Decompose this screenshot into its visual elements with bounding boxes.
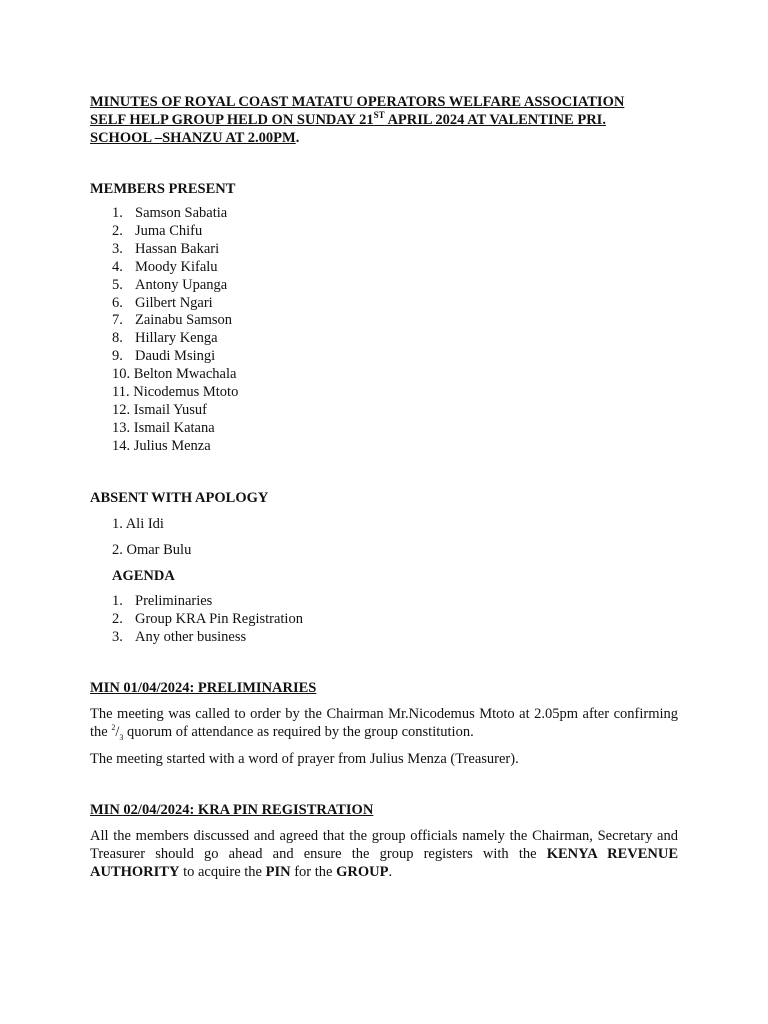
min-01-paragraph-1: The meeting was called to order by the Chairman Mr.Nicodemus Mtoto at 2.05pm after confirming the $^2/_3$ quorum of attendance as required by the group constitution. bbox=[90, 706, 678, 743]
title-line-2-start: SELF HELP GROUP HELD ON SUNDAY 21 bbox=[90, 112, 374, 128]
absent-item-1: 1. Ali Idi bbox=[112, 515, 164, 532]
list-item: 6. Gilbert Ngari bbox=[112, 294, 213, 311]
list-item: 12. Ismail Yusuf bbox=[112, 401, 207, 418]
agenda-heading: AGENDA bbox=[112, 567, 175, 584]
list-item: 7. Zainabu Samson bbox=[112, 312, 233, 329]
two-thirds-fraction: $^2/_3$ bbox=[111, 723, 124, 743]
document-page bbox=[90, 93, 678, 881]
title-line-1: MINUTES OF ROYAL COAST MATATU OPERATORS WELFARE ASSOCIATION bbox=[90, 94, 625, 110]
list-item: 1. Preliminaries bbox=[112, 592, 213, 609]
list-item: 8. Hillary Kenga bbox=[112, 330, 218, 347]
list-item: 14. Julius Menza bbox=[112, 437, 211, 454]
absent-with-apology-heading: ABSENT WITH APOLOGY bbox=[90, 489, 269, 506]
list-item: 10. Belton Mwachala bbox=[112, 366, 237, 383]
list-item: 11. Nicodemus Mtoto bbox=[112, 384, 239, 401]
agenda-list bbox=[90, 593, 678, 647]
list-item: 2. Group KRA Pin Registration bbox=[112, 610, 303, 627]
list-item: 2. Juma Chifu bbox=[112, 222, 203, 239]
list-item: 3. Hassan Bakari bbox=[112, 240, 220, 257]
title-period: . bbox=[295, 130, 300, 146]
title-line-2 bbox=[90, 111, 678, 129]
title-ordinal-suffix: ST bbox=[373, 110, 385, 121]
document-title bbox=[90, 93, 678, 147]
title-line-3-text: SCHOOL –SHANZU AT 2.00PM bbox=[90, 130, 296, 146]
list-item: 4. Moody Kifalu bbox=[112, 258, 218, 275]
min-01-heading: MIN 01/04/2024: PRELIMINARIES bbox=[90, 680, 317, 697]
absent-item-2: 2. Omar Bulu bbox=[112, 541, 192, 558]
members-present-heading: MEMBERS PRESENT bbox=[90, 181, 236, 197]
title-line-2-end: APRIL 2024 AT VALENTINE PRI. bbox=[384, 112, 606, 128]
title-line-3 bbox=[90, 129, 678, 147]
min-02-paragraph-1: All the members discussed and agreed that the group officials namely the Chairman, Secretary and Treasurer should go ahead and ensure the group registers with the KENYA REVENUE AUTHORITY to acquire the PIN for the GROUP. bbox=[90, 828, 678, 881]
min-01-paragraph-2: The meeting started with a word of prayer from Julius Menza (Treasurer). bbox=[90, 751, 519, 768]
list-item: 9. Daudi Msingi bbox=[112, 348, 216, 365]
members-present-list bbox=[90, 205, 678, 456]
min-02-heading: MIN 02/04/2024: KRA PIN REGISTRATION bbox=[90, 802, 374, 819]
list-item: 5. Antony Upanga bbox=[112, 276, 228, 293]
list-item: 1. Samson Sabatia bbox=[112, 205, 228, 221]
list-item: 13. Ismail Katana bbox=[112, 419, 215, 436]
list-item: 3. Any other business bbox=[112, 628, 247, 645]
